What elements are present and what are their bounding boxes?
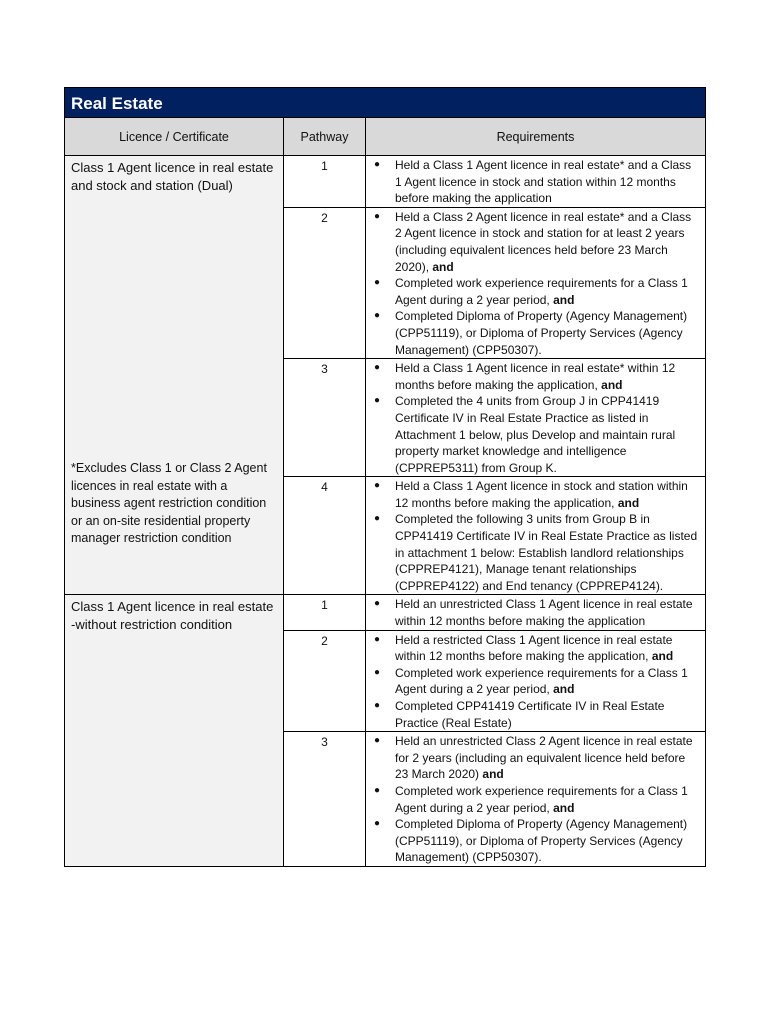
requirements-list [372,733,699,866]
requirement-item [372,698,699,731]
licence-cell [65,156,284,595]
requirements-list [372,360,699,476]
bullet-icon: ● [374,784,381,796]
bullet-icon: ● [374,818,381,830]
bullet-icon: ● [374,480,381,492]
requirements-list [372,478,699,594]
bullet-icon: ● [374,310,381,322]
requirement-item [372,478,699,511]
requirement-conjunction: and [651,649,674,664]
table-row [65,156,706,208]
requirement-text: Held a Class 1 Agent licence in stock and station within 12 months before making the application, [395,479,688,510]
requirement-item [372,275,699,308]
requirement-conjunction: and [553,682,575,697]
requirement-text: Completed the following 3 units from Group B in CPP41419 Certificate IV in Real Estate Practice as listed in attachment 1 below: Establish landlord relationships (CPPREP4121), Manage tenant relationships (CPPREP4122) and End tenancy (CPPREP4124). [395,512,698,593]
requirements-list [372,209,699,358]
requirement-text: Completed work experience requirements for a Class 1 Agent during a 2 year period, [395,276,688,307]
requirement-text: Completed the 4 units from Group J in CPP41419 Certificate IV in Real Estate Practice as listed in Attachment 1 below, plus Develop and maintain rural property market knowledge and intelligence (CPPREP5311) from Group K. [395,394,676,475]
column-header-licence: Licence / Certificate [65,118,284,156]
requirements-cell [366,477,706,595]
bullet-icon: ● [374,159,381,170]
requirement-conjunction: and [553,292,575,307]
requirement-text: Held a Class 1 Agent licence in real estate* within 12 months before making the application, [395,361,676,392]
requirement-item [372,733,699,783]
requirement-item [372,308,699,358]
requirement-item [372,209,699,275]
requirements-cell [366,595,706,630]
requirements-list [372,157,699,207]
requirement-text: Completed work experience requirements for a Class 1 Agent during a 2 year period, [395,783,688,815]
requirements-table [64,87,706,867]
requirement-text: Held an unrestricted Class 1 Agent licence in real estate within 12 months before making the application [395,597,693,629]
requirement-text: Completed work experience requirements for a Class 1 Agent during a 2 year period, [395,665,688,697]
requirements-cell [366,732,706,867]
requirements-cell [366,156,706,208]
requirement-text: Held a Class 2 Agent licence in real estate* and a Class 2 Agent licence in stock and station for at least 2 years (including equivalent licences held before 23 March 2020), [395,209,692,274]
requirement-conjunction: and [432,259,454,274]
requirement-item [372,157,699,207]
bullet-icon: ● [374,598,381,610]
requirement-text: Held a Class 1 Agent licence in real estate* and a Class 1 Agent licence in stock and station within 12 months before making the application [395,158,692,206]
pathway-number: 1 [284,156,366,208]
requirement-text: Completed Diploma of Property (Agency Management) (CPP51119), or Diploma of Property Services (Agency Management) (CPP50307). [395,309,688,357]
table-title: Real Estate [65,88,706,118]
requirement-item [372,393,699,476]
requirement-item [372,783,699,816]
bullet-icon: ● [374,633,381,645]
requirement-conjunction: and [553,800,575,815]
bullet-icon: ● [374,513,381,525]
bullet-icon: ● [374,210,381,222]
requirement-item [372,665,699,698]
pathway-number: 4 [284,477,366,595]
bullet-icon: ● [374,277,381,289]
requirement-conjunction: and [617,495,640,510]
pathway-number: 2 [284,630,366,732]
title-row [65,88,706,118]
table-row [65,595,706,630]
bullet-icon: ● [374,735,381,747]
requirement-text: Completed CPP41419 Certificate IV in Real Estate Practice (Real Estate) [395,699,665,730]
licence-title: Class 1 Agent licence in real estate -without restriction condition [71,599,274,632]
pathway-number: 3 [284,732,366,867]
requirement-item [372,816,699,866]
licence-note: *Excludes Class 1 or Class 2 Agent licences in real estate with a business agent restriction condition or an on-site residential property manager restriction condition [71,461,267,545]
requirement-item [372,632,699,665]
column-header-requirements: Requirements [366,118,706,156]
pathway-number: 3 [284,359,366,477]
bullet-icon: ● [374,700,381,711]
pathway-number: 2 [284,207,366,358]
requirements-list [372,632,699,732]
requirement-text: Held a restricted Class 1 Agent licence in real estate within 12 months before making the application, [395,632,673,664]
requirement-item [372,596,699,629]
bullet-icon: ● [374,362,381,374]
requirement-text: Completed Diploma of Property (Agency Management) (CPP51119), or Diploma of Property Services (Agency Management) (CPP50307). [395,817,688,865]
column-header-pathway: Pathway [284,118,366,156]
table-body [65,156,706,867]
requirements-cell [366,630,706,732]
bullet-icon: ● [374,395,381,407]
requirements-cell [366,359,706,477]
bullet-icon: ● [374,666,381,678]
requirement-item [372,360,699,393]
requirement-conjunction: and [482,767,504,782]
requirement-item [372,511,699,594]
requirement-text: Held an unrestricted Class 2 Agent licence in real estate for 2 years (including an equivalent licence held before 23 March 2020) [395,734,693,782]
requirements-cell [366,207,706,358]
header-row [65,118,706,156]
licence-cell [65,595,284,867]
requirement-conjunction: and [601,377,623,392]
pathway-number: 1 [284,595,366,630]
requirements-list [372,596,699,629]
licence-title: Class 1 Agent licence in real estate and stock and station (Dual) [71,160,274,193]
